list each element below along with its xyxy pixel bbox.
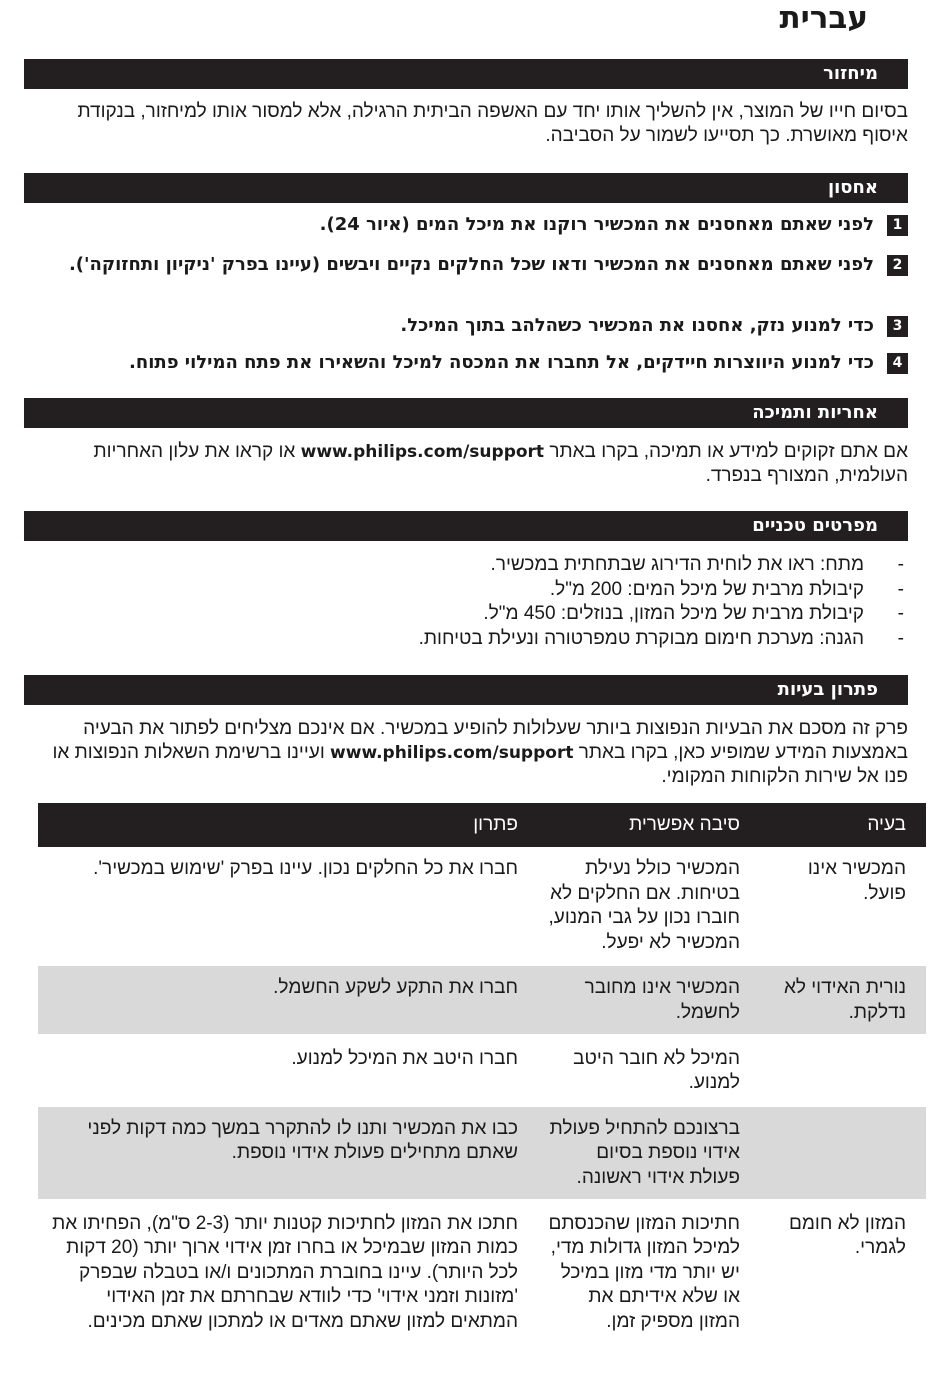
bullet-dash: - — [897, 578, 904, 600]
table-row — [38, 1200, 926, 1344]
bullet-dash: - — [897, 627, 904, 649]
section-title: מפרטים טכניים — [752, 515, 878, 536]
cell-solution: חברו את כל החלקים נכון. עיינו בפרק 'שימוש במכשיר'. — [38, 847, 538, 965]
section-title: מיחזור — [823, 63, 878, 84]
list-item — [28, 553, 908, 578]
spec-text: קיבולת מרבית של מיכל המזון, בנוזלים: 450 מ"ל. — [483, 603, 864, 624]
header-problem: בעיה — [760, 803, 926, 847]
specs-list — [28, 553, 908, 651]
cell-solution: כבו את המכשיר ותנו לו להתקרר במשך כמה דקות לפני שאתם מתחילים פעולת אידוי נוספת. — [38, 1105, 538, 1200]
troubleshooting-table — [38, 803, 926, 1346]
section-header-troubleshooting — [24, 675, 908, 705]
table-header-row — [38, 803, 926, 847]
step-number: 4 — [887, 353, 908, 374]
storage-step-2 — [38, 252, 908, 278]
spec-text: קיבולת מרבית של מיכל המים: 200 מ"ל. — [549, 578, 864, 600]
cell-cause: המכשיר אינו מחובר לחשמל. — [538, 965, 760, 1035]
cell-cause: חתיכות המזון שהכנסתם למיכל המזון גדולות מדי, יש יותר מדי מזון במיכל או שלא אידיתם את המזון מספיק זמן. — [538, 1200, 760, 1344]
cell-solution: חברו היטב את המיכל למנוע. — [38, 1035, 538, 1105]
step-text: כדי למנוע נזק, אחסנו את המכשיר כשהלהב בתוך המיכל. — [400, 315, 874, 336]
cell-problem — [760, 1105, 926, 1200]
cell-cause: המיכל לא חובר היטב למנוע. — [538, 1035, 760, 1105]
list-item — [28, 578, 908, 603]
cell-solution: חתכו את המזון לחתיכות קטנות יותר (2-3 ס"מ), הפחיתו את כמות המזון שבמיכל או בחרו זמן אידוי ארוך יותר (20 דקות לכל היותר). עיינו בחוברת המתכונים ו/או בטבלה שבפרק 'מזונות וזמני אידוי' כדי לוודא שבחרתם את זמן האידוי המתאים למזון שאתם מאדים או למתכון שאתם מכינים. — [38, 1200, 538, 1344]
intro-text-start: פרק זה מסכם את הבעיות הנפוצות ביותר שעלולות להופיע במכשיר. אם אינכם מצליחים לפתור את הבעיה באמצעות המידע שמופיע כאן, בקרו באתר — [83, 718, 908, 763]
list-item — [28, 602, 908, 627]
warranty-text-end: או קראו את עלון האחריות העולמית, המצורף בנפרד. — [93, 441, 908, 486]
cell-problem: נורית האידוי לא נדלקת. — [760, 965, 926, 1035]
warranty-text-start: אם אתם זקוקים למידע או תמיכה, בקרו באתר — [544, 441, 908, 462]
storage-step-4 — [38, 350, 908, 376]
step-number: 2 — [887, 255, 908, 276]
intro-text-end: ועיינו ברשימת השאלות הנפוצות או פנו אל שירות הלקוחות המקומי. — [52, 742, 908, 787]
header-cause: סיבה אפשרית — [538, 803, 760, 847]
support-url: www.philips.com/support — [300, 442, 545, 462]
step-text: לפני שאתם מאחסנים את המכשיר רוקנו את מיכל המים (איור 24). — [319, 214, 874, 235]
table-row — [38, 965, 926, 1035]
step-number: 3 — [887, 316, 908, 337]
header-solution: פתרון — [38, 803, 538, 847]
cell-problem: המכשיר אינו פועל. — [760, 847, 926, 965]
spec-text: הגנה: מערכת חימום מבוקרת טמפרטורה ונעילת בטיחות. — [418, 627, 864, 649]
bullet-dash: - — [897, 603, 904, 624]
cell-cause: ברצונכם להתחיל פעולת אידוי נוספת בסיום פעולת אידוי ראשונה. — [538, 1105, 760, 1200]
step-text: כדי למנוע היווצרות חיידקים, אל תחברו את המכסה למיכל והשאירו את פתח המילוי פתוח. — [129, 352, 874, 373]
table-row — [38, 1105, 926, 1200]
cell-solution: חברו את התקע לשקע החשמל. — [38, 965, 538, 1035]
table-row — [38, 847, 926, 965]
spec-text: מתח: ראו את לוחית הדירוג שבתחתית במכשיר. — [490, 554, 864, 575]
troubleshooting-intro — [28, 717, 908, 789]
step-number: 1 — [887, 215, 908, 236]
section-title: אחסון — [827, 177, 878, 198]
storage-step-3 — [38, 313, 908, 339]
cell-problem — [760, 1035, 926, 1105]
page-title: עברית — [779, 0, 868, 36]
recycling-text: בסיום חייו של המוצר, אין להשליך אותו יחד עם האשפה הביתית הרגילה, אלא למסור אותו למיחזור, בנקודת איסוף מאושרת. כך תסייעו לשמור על הסביבה. — [77, 101, 908, 146]
list-item — [28, 627, 908, 652]
section-header-recycling — [24, 59, 908, 89]
table-row — [38, 1035, 926, 1105]
section-title: פתרון בעיות — [777, 679, 878, 700]
support-url: www.philips.com/support — [330, 743, 574, 763]
bullet-dash: - — [897, 554, 904, 575]
warranty-text — [28, 440, 908, 488]
section-header-storage — [24, 173, 908, 203]
section-header-specs — [24, 511, 908, 541]
section-title: אחריות ותמיכה — [752, 402, 878, 423]
cell-problem: המזון לא חומם לגמרי. — [760, 1200, 926, 1344]
step-text: לפני שאתם מאחסנים את המכשיר ודאו שכל החלקים נקיים ויבשים (עיינו בפרק 'ניקיון ותחזוקה'). — [68, 254, 874, 275]
cell-cause: המכשיר כולל נעילת בטיחות. אם החלקים לא חוברו נכון על גבי המנוע, המכשיר לא יפעל. — [538, 847, 760, 965]
section-header-warranty — [24, 398, 908, 428]
storage-step-1 — [38, 212, 908, 238]
